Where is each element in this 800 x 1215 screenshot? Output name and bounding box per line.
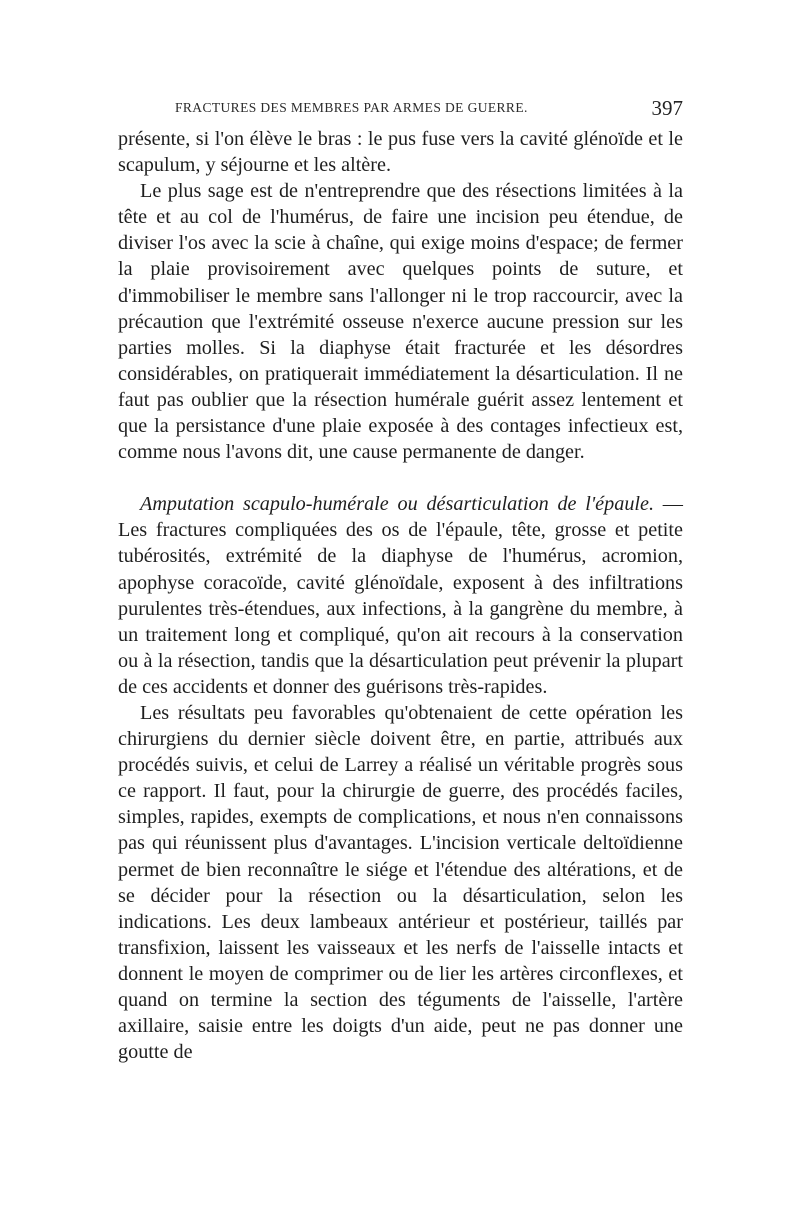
body-text: [118, 126, 683, 1065]
paragraph-amputation: [118, 491, 683, 700]
paragraph-results: Les résultats peu favorables qu'obtenaient de cette opération les chirurgiens du dernier siècle doivent être, en partie, attribués aux procédés suivis, et celui de Larrey a réalisé un véritable progrès sous ce rapport. Il faut, pour la chirurgie de guerre, des procédés faciles, simples, rapides, exempts de complications, et nous n'en connaissons pas qui réunissent plus d'avantages. L'incision verticale deltoïdienne permet de bien reconnaître le siége et l'étendue des altérations, et de se décider pour la résection ou la désarticulation, selon les indications. Les deux lambeaux antérieur et postérieur, taillés par transfixion, laissent les vaisseaux et les nerfs de l'aisselle intacts et donnent le moyen de comprimer ou de lier les artères circonflexes, et quand on termine la section des téguments de l'aisselle, l'artère axillaire, saisie entre les doigts d'un aide, peut ne pas donner une goutte de: [118, 701, 683, 1064]
paragraph-resection: Le plus sage est de n'entreprendre que des résections limitées à la tête et au col de l'humérus, de faire une incision peu étendue, de diviser l'os avec la scie à chaîne, qui exige moins d'espace; de fermer la plaie provisoirement avec quelques points de suture, et d'immobiliser le membre sans l'allonger ni le trop raccourcir, avec la précaution que l'extrémité osseuse n'exerce aucune pression sur les parties molles. Si la diaphyse était fracturée et les désordres considérables, on pratiquerait immédiatement la désarticulation. Il ne faut pas oublier que la résection humérale guérit assez lentement et que la persistance d'une plaie exposée à des contages infectieux est, comme nous l'avons dit, une cause permanente de danger.: [118, 180, 683, 464]
page-number: 397: [651, 96, 683, 120]
running-title: FRACTURES DES MEMBRES PAR ARMES DE GUERRE.: [175, 100, 528, 115]
page-header: [175, 96, 685, 122]
paragraph-continuation: présente, si l'on élève le bras : le pus fuse vers la cavité glénoïde et le scapulum, y séjourne et les altère.: [118, 128, 683, 177]
section-heading: Amputation scapulo-humérale ou désarticulation de l'épaule.: [140, 493, 655, 516]
paragraph-amputation-text: — Les fractures compliquées des os de l'épaule, tête, grosse et petite tubérosités, extrémité de la diaphyse de l'humérus, acromion, apophyse coracoïde, cavité glénoïdale, exposent à des infiltrations purulentes très-étendues, aux infections, à la gangrène du membre, à un traitement long et compliqué, qu'on ait recours à la conservation ou à la résection, tandis que la désarticulation peut prévenir la plupart de ces accidents et donner des guérisons très-rapides.: [118, 493, 683, 698]
